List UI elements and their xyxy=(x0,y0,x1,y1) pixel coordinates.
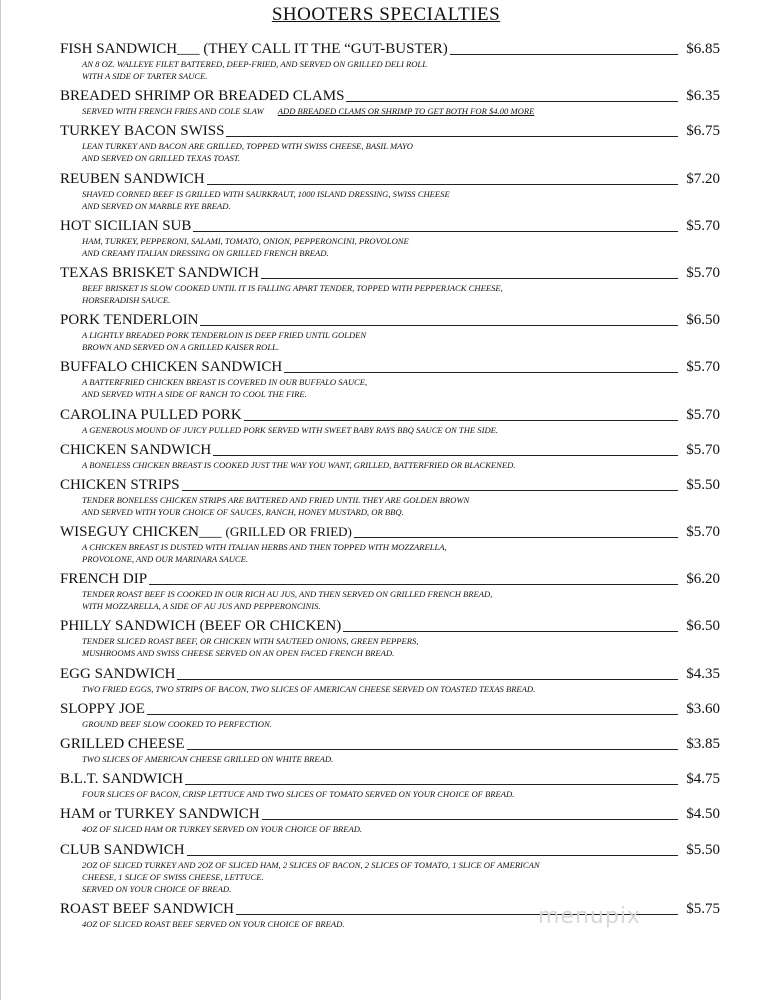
menu-item-name: GRILLED CHEESE xyxy=(60,736,185,752)
menu-item-description xyxy=(60,341,720,353)
menu-item xyxy=(60,570,720,612)
menu-item-name: WISEGUY CHICKEN___ xyxy=(60,524,222,541)
menu-item-description xyxy=(60,200,720,212)
menu-item-line xyxy=(60,805,720,823)
menu-item-price: $7.20 xyxy=(686,170,720,187)
menu-item-line xyxy=(60,40,720,58)
dotted-leader-line xyxy=(226,136,678,137)
menu-item-name: BREADED SHRIMP OR BREADED CLAMS xyxy=(60,88,345,105)
menu-item-line xyxy=(60,217,720,235)
menu-item-description xyxy=(60,553,720,565)
menu-item-line xyxy=(60,406,720,424)
dotted-leader-line xyxy=(177,679,678,680)
description-text: TENDER SLICED ROAST BEEF, OR CHICKEN WITH SAUTEED ONIONS, GREEN PEPPERS, xyxy=(82,636,419,647)
dotted-leader-line xyxy=(346,101,678,102)
description-text: SHAVED CORNED BEEF IS GRILLED WITH SAURKRAUT, 1000 ISLAND DRESSING, SWISS CHEESE xyxy=(82,188,450,199)
dotted-leader-line xyxy=(149,584,678,585)
menu-item xyxy=(60,665,720,695)
dotted-leader-line xyxy=(261,278,678,279)
menu-item xyxy=(60,358,720,400)
menu-item xyxy=(60,841,720,895)
menu-item-price: $5.50 xyxy=(686,476,720,493)
menu-item-description xyxy=(60,859,720,871)
menu-item-description xyxy=(60,506,720,518)
description-text: TWO SLICES OF AMERICAN CHEESE GRILLED ON WHITE BREAD. xyxy=(82,754,334,764)
description-text: A GENEROUS MOUND OF JUICY PULLED PORK SERVED WITH SWEET BABY RAYS BBQ SAUCE ON THE SIDE. xyxy=(82,424,499,435)
description-text: AND CREAMY ITALIAN DRESSING ON GRILLED FRENCH BREAD. xyxy=(82,247,329,258)
dotted-leader-line xyxy=(200,325,678,326)
menu-item-price: $6.20 xyxy=(686,571,720,588)
description-text: SERVED WITH FRENCH FRIES AND COLE SLAW xyxy=(82,106,264,117)
menu-item-description xyxy=(60,282,720,294)
menu-item-line xyxy=(60,264,720,282)
menu-item xyxy=(60,441,720,471)
menu-item-price: $5.50 xyxy=(686,841,720,858)
description-text: A BATTERFRIED CHICKEN BREAST IS COVERED IN OUR BUFFALO SAUCE, xyxy=(82,377,368,388)
menu-item xyxy=(60,122,720,164)
dotted-leader-line xyxy=(343,631,678,632)
menu-item-description xyxy=(60,788,720,800)
menu-item-line xyxy=(60,358,720,376)
menu-item-name: TURKEY BACON SWISS xyxy=(60,123,225,140)
description-text: BROWN AND SERVED ON A GRILLED KAISER ROLL. xyxy=(82,342,280,353)
menu-item-name: BUFFALO CHICKEN SANDWICH xyxy=(60,359,283,376)
menu-item-name: CLUB SANDWICH xyxy=(60,841,185,858)
dotted-leader-line xyxy=(284,372,678,373)
menu-item-description xyxy=(60,753,720,765)
menu-item-line xyxy=(60,122,720,140)
menu-item-name: SLOPPY JOE xyxy=(60,700,145,717)
menu-item-price: $5.70 xyxy=(686,264,720,281)
menu-item-add-on: ADD BREADED CLAMS OR SHRIMP TO GET BOTH FOR $4.00 MORE xyxy=(277,106,535,117)
menu-item-description xyxy=(60,235,720,247)
description-text: AND SERVED WITH A SIDE OF RANCH TO COOL THE FIRE. xyxy=(82,389,307,400)
menu-item-name: CHICKEN SANDWICH xyxy=(60,441,212,458)
menu-item-description xyxy=(60,494,720,506)
menu-item-description xyxy=(60,388,720,400)
description-text: AND SERVED ON MARBLE RYE BREAD. xyxy=(82,200,231,211)
menu-item xyxy=(60,476,720,518)
menu-item-name: B.L.T. SANDWICH xyxy=(60,771,184,788)
menu-item-price: $5.70 xyxy=(686,217,720,234)
dotted-leader-line xyxy=(207,184,678,185)
menu-item-line xyxy=(60,87,720,105)
description-text: BEEF BRISKET IS SLOW COOKED UNTIL IT IS FALLING APART TENDER, TOPPED WITH PEPPERJACK CHEESE, xyxy=(82,282,503,293)
menu-item-description xyxy=(60,718,720,730)
description-text: PROVOLONE, AND OUR MARINARA SAUCE. xyxy=(82,554,249,565)
dotted-leader-line xyxy=(187,749,678,750)
menu-item-price: $3.60 xyxy=(686,700,720,717)
menu-item-description xyxy=(60,871,720,883)
menu-items-list xyxy=(60,40,720,930)
menu-item-description xyxy=(60,58,720,70)
menu-item-line xyxy=(60,841,720,859)
menu-item xyxy=(60,617,720,659)
menu-item xyxy=(60,311,720,353)
menu-item-line xyxy=(60,441,720,459)
description-text: A BONELESS CHICKEN BREAST IS COOKED JUST THE WAY YOU WANT, GRILLED, BATTERFRIED OR BLACKENED. xyxy=(82,459,516,470)
page-border xyxy=(0,0,1,1000)
menu-item xyxy=(60,406,720,436)
menu-item-name: FRENCH DIP xyxy=(60,571,148,588)
menu-item-description xyxy=(60,329,720,341)
menu-item-price: $4.35 xyxy=(686,665,720,682)
description-text: LEAN TURKEY AND BACON ARE GRILLED, TOPPED WITH SWISS CHEESE, BASIL MAYO xyxy=(82,141,413,152)
menu-item-description xyxy=(60,883,720,895)
menu-item-price: $6.35 xyxy=(686,88,720,105)
menu-item-description xyxy=(60,635,720,647)
description-text: TENDER ROAST BEEF IS COOKED IN OUR RICH AU JUS, AND THEN SERVED ON GRILLED FRENCH BREAD, xyxy=(82,589,493,600)
menu-item xyxy=(60,523,720,565)
menu-item-price: $6.85 xyxy=(686,41,720,57)
menu-item-price: $3.85 xyxy=(686,736,720,752)
menu-item-price: $4.75 xyxy=(686,771,720,788)
menu-item-price: $5.70 xyxy=(686,524,720,541)
dotted-leader-line xyxy=(354,537,678,538)
menu-item-description xyxy=(60,459,720,471)
menu-item-description xyxy=(60,541,720,553)
description-text: AN 8 OZ. WALLEYE FILET BATTERED, DEEP-FRIED, AND SERVED ON GRILLED DELI ROLL xyxy=(82,59,427,69)
menu-item xyxy=(60,700,720,730)
menu-item-name: ROAST BEEF SANDWICH xyxy=(60,900,234,917)
menu-item-name: PORK TENDERLOIN xyxy=(60,312,199,329)
dotted-leader-line xyxy=(244,420,678,421)
menu-item xyxy=(60,770,720,800)
description-text: AND SERVED WITH YOUR CHOICE OF SAUCES, RANCH, HONEY MUSTARD, OR BBQ. xyxy=(82,506,404,517)
menu-item-line xyxy=(60,665,720,683)
menu-item-price: $6.50 xyxy=(686,312,720,329)
description-text: FOUR SLICES OF BACON, CRISP LETTUCE AND TWO SLICES OF TOMATO SERVED ON YOUR CHOICE OF BREAD. xyxy=(82,789,515,800)
dotted-leader-line xyxy=(262,819,678,820)
menu-item-price: $6.75 xyxy=(686,123,720,140)
menu-item-line xyxy=(60,770,720,788)
menu-item-description xyxy=(60,105,720,117)
menu-item xyxy=(60,87,720,117)
description-text: GROUND BEEF SLOW COOKED TO PERFECTION. xyxy=(82,718,272,729)
menu-item-line xyxy=(60,523,720,541)
menu-item-line xyxy=(60,617,720,635)
menu-item-price: $4.50 xyxy=(686,806,720,823)
dotted-leader-line xyxy=(185,784,678,785)
watermark: menupix xyxy=(538,904,641,929)
menu-item-name: FISH SANDWICH___ (THEY CALL IT THE “GUT-BUSTER) xyxy=(60,41,448,57)
description-text: TENDER BONELESS CHICKEN STRIPS ARE BATTERED AND FRIED UNTIL THEY ARE GOLDEN BROWN xyxy=(82,494,470,505)
description-text: A LIGHTLY BREADED PORK TENDERLOIN IS DEEP FRIED UNTIL GOLDEN xyxy=(82,330,367,341)
menu-item-description xyxy=(60,376,720,388)
menu-item-name: CHICKEN STRIPS xyxy=(60,476,180,493)
menu-item-description xyxy=(60,247,720,259)
menu-item-line xyxy=(60,735,720,753)
menu-item-name: PHILLY SANDWICH (BEEF OR CHICKEN) xyxy=(60,618,342,635)
dotted-leader-line xyxy=(450,54,678,55)
menu-item-line xyxy=(60,476,720,494)
description-text: AND SERVED ON GRILLED TEXAS TOAST. xyxy=(82,153,241,164)
menu-item xyxy=(60,217,720,259)
description-text: WITH A SIDE OF TARTER SAUCE. xyxy=(82,71,208,81)
dotted-leader-line xyxy=(213,455,678,456)
dotted-leader-line xyxy=(147,714,678,715)
description-text: 4OZ OF SLICED ROAST BEEF SERVED ON YOUR CHOICE OF BREAD. xyxy=(82,918,345,929)
menu-item-description xyxy=(60,424,720,436)
menu-item-price: $5.70 xyxy=(686,406,720,423)
menu-item-description xyxy=(60,188,720,200)
menu-item-description xyxy=(60,70,720,82)
menu-item-description xyxy=(60,152,720,164)
menu-item-description xyxy=(60,588,720,600)
menu-item-note: (GRILLED OR FRIED) xyxy=(225,524,352,540)
description-text: CHEESE, 1 SLICE OF SWISS CHEESE, LETTUCE. xyxy=(82,871,264,882)
menu-item-line xyxy=(60,570,720,588)
menu-item-name: EGG SANDWICH xyxy=(60,665,176,682)
description-text: MUSHROOMS AND SWISS CHEESE SERVED ON AN OPEN FACED FRENCH BREAD. xyxy=(82,648,395,659)
menu-item-price: $5.75 xyxy=(686,900,720,917)
description-text: WITH MOZZARELLA, A SIDE OF AU JUS AND PEPPERONCINIS. xyxy=(82,601,321,612)
menu-item-name: HOT SICILIAN SUB xyxy=(60,217,192,234)
description-text: HAM, TURKEY, PEPPERONI, SALAMI, TOMATO, ONION, PEPPERONCINI, PROVOLONE xyxy=(82,235,409,246)
menu-item-name: REUBEN SANDWICH xyxy=(60,170,205,187)
menu-item-description xyxy=(60,683,720,695)
description-text: TWO FRIED EGGS, TWO STRIPS OF BACON, TWO SLICES OF AMERICAN CHEESE SERVED ON TOASTED TEXAS BREAD. xyxy=(82,683,536,694)
description-text: SERVED ON YOUR CHOICE OF BREAD. xyxy=(82,883,232,894)
menu-item-price: $6.50 xyxy=(686,618,720,635)
menu-item xyxy=(60,735,720,765)
menu-item-description xyxy=(60,140,720,152)
dotted-leader-line xyxy=(182,490,678,491)
dotted-leader-line xyxy=(187,855,678,856)
description-text: HORSERADISH SAUCE. xyxy=(82,294,171,305)
description-text: 4OZ OF SLICED HAM OR TURKEY SERVED ON YOUR CHOICE OF BREAD. xyxy=(82,824,363,835)
description-text: A CHICKEN BREAST IS DUSTED WITH ITALIAN HERBS AND THEN TOPPED WITH MOZZARELLA, xyxy=(82,542,447,553)
menu-item-name: TEXAS BRISKET SANDWICH xyxy=(60,264,259,281)
menu-item-line xyxy=(60,700,720,718)
menu-item-description xyxy=(60,294,720,306)
menu-item-description xyxy=(60,823,720,835)
menu-item-description xyxy=(60,647,720,659)
menu-item-name: CAROLINA PULLED PORK xyxy=(60,406,242,423)
menu-item xyxy=(60,40,720,82)
menu-title: SHOOTERS SPECIALTIES xyxy=(271,4,501,25)
menu-item-line xyxy=(60,311,720,329)
menu-item xyxy=(60,264,720,306)
menu-item-description xyxy=(60,600,720,612)
menu-item xyxy=(60,170,720,212)
description-text: 2OZ OF SLICED TURKEY AND 2OZ OF SLICED HAM, 2 SLICES OF BACON, 2 SLICES OF TOMATO, 1 SLICE OF AMERICAN xyxy=(82,859,540,870)
menu-item-name: HAM or TURKEY SANDWICH xyxy=(60,806,260,823)
menu-item-price: $5.70 xyxy=(686,441,720,458)
menu-item-price: $5.70 xyxy=(686,359,720,376)
menu-item xyxy=(60,805,720,835)
menu-item-line xyxy=(60,170,720,188)
dotted-leader-line xyxy=(193,231,678,232)
